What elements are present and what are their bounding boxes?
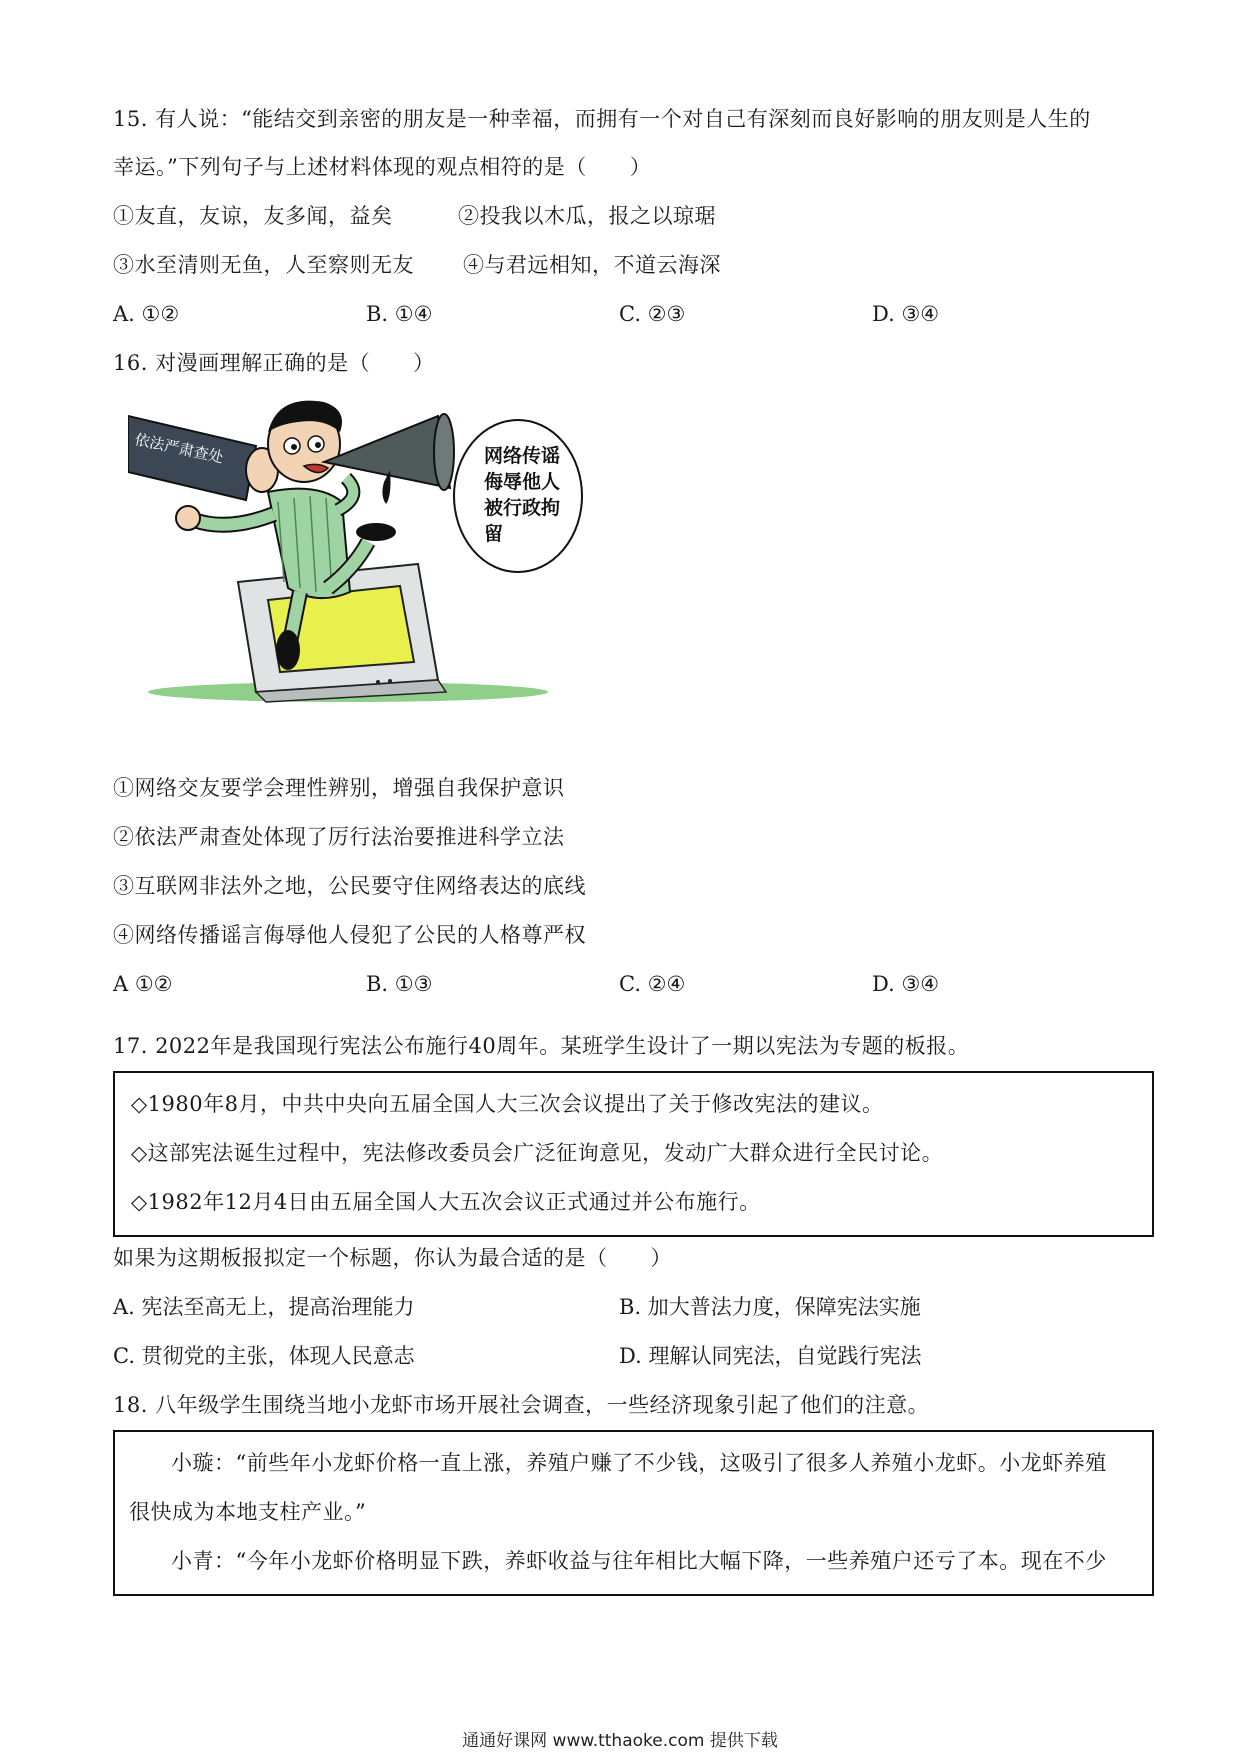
q16-option-d: D. ③④ (872, 972, 940, 996)
q17-option-d: D. 理解认同宪法，自觉践行宪法 (619, 1344, 922, 1368)
cartoon-sleeve-text: 依法严肃查处 (133, 431, 225, 467)
q16-option-b: B. ①③ (366, 972, 433, 996)
q16-item-1: ①网络交友要学会理性辨别，增强自我保护意识 (113, 776, 565, 800)
q15-item-4: ④与君远相知，不道云海深 (463, 253, 721, 277)
bubble-line-4: 留 (484, 523, 504, 545)
cartoon-megaphone (324, 414, 454, 504)
q16-option-c: C. ②④ (619, 972, 686, 996)
q17-question: 如果为这期板报拟定一个标题，你认为最合适的是（ ） (113, 1246, 672, 1270)
q18-stem: 18. 八年级学生围绕当地小龙虾市场开展社会调查，一些经济现象引起了他们的注意。 (113, 1393, 930, 1417)
q18-box-line-2: 很快成为本地支柱产业。” (129, 1500, 367, 1524)
q15-option-d: D. ③④ (872, 302, 940, 326)
q18-box-line-1: 小璇：“前些年小龙虾价格一直上涨，养殖户赚了不少钱，这吸引了很多人养殖小龙虾。小龙虾养殖 (171, 1451, 1107, 1475)
q16-item-2: ②依法严肃查处体现了厉行法治要推进科学立法 (113, 825, 565, 849)
q15-stem-line1: 15. 有人说：“能结交到亲密的朋友是一种幸福，而拥有一个对自己有深刻而良好影响的朋友则是人生的 (113, 107, 1091, 131)
bubble-line-3: 被行政拘 (484, 497, 561, 519)
q17-box-line-2: ◇这部宪法诞生过程中，宪法修改委员会广泛征询意见，发动广大群众进行全民讨论。 (131, 1141, 944, 1165)
q17-option-a: A. 宪法至高无上，提高治理能力 (113, 1295, 415, 1319)
q16-item-4: ④网络传播谣言侮辱他人侵犯了公民的人格尊严权 (113, 923, 586, 947)
q17-option-c: C. 贯彻党的主张，体现人民意志 (113, 1344, 415, 1368)
q17-material-box (113, 1071, 1154, 1237)
cartoon-speech-bubble (454, 420, 582, 572)
q18-material-box (113, 1430, 1154, 1596)
bubble-line-2: 侮辱他人 (484, 471, 561, 493)
q16-item-3: ③互联网非法外之地，公民要守住网络表达的底线 (113, 874, 586, 898)
q15-item-3: ③水至清则无鱼，人至察则无友 (113, 253, 414, 277)
q17-box-line-1: ◇1980年8月，中共中央向五届全国人大三次会议提出了关于修改宪法的建议。 (131, 1092, 884, 1116)
q16-stem: 16. 对漫画理解正确的是（ ） (113, 351, 435, 375)
q15-stem-line2: 幸运。”下列句子与上述材料体现的观点相符的是（ ） (113, 155, 652, 179)
q18-box-line-3: 小青：“今年小龙虾价格明显下跌，养虾收益与往年相比大幅下降，一些养殖户还亏了本。现在不少 (171, 1549, 1107, 1573)
q16-cartoon (128, 392, 588, 704)
q17-stem: 17. 2022年是我国现行宪法公布施行40周年。某班学生设计了一期以宪法为专题的板报。 (113, 1034, 970, 1058)
q15-item-2: ②投我以木瓜，报之以琼琚 (458, 204, 716, 228)
cartoon-law-sleeve (128, 416, 278, 500)
q15-option-c: C. ②③ (619, 302, 686, 326)
page-footer: 通通好课网 www.tthaoke.com 提供下载 (462, 1731, 778, 1751)
q16-option-a: A ①② (113, 972, 173, 996)
q17-option-b: B. 加大普法力度，保障宪法实施 (619, 1295, 921, 1319)
q15-item-1: ①友直，友谅，友多闻，益矣 (113, 204, 393, 228)
q15-option-b: B. ①④ (366, 302, 433, 326)
q15-option-a: A. ①② (113, 302, 180, 326)
bubble-line-1: 网络传谣 (484, 445, 561, 467)
q17-box-line-3: ◇1982年12月4日由五届全国人大五次会议正式通过并公布施行。 (131, 1190, 761, 1214)
